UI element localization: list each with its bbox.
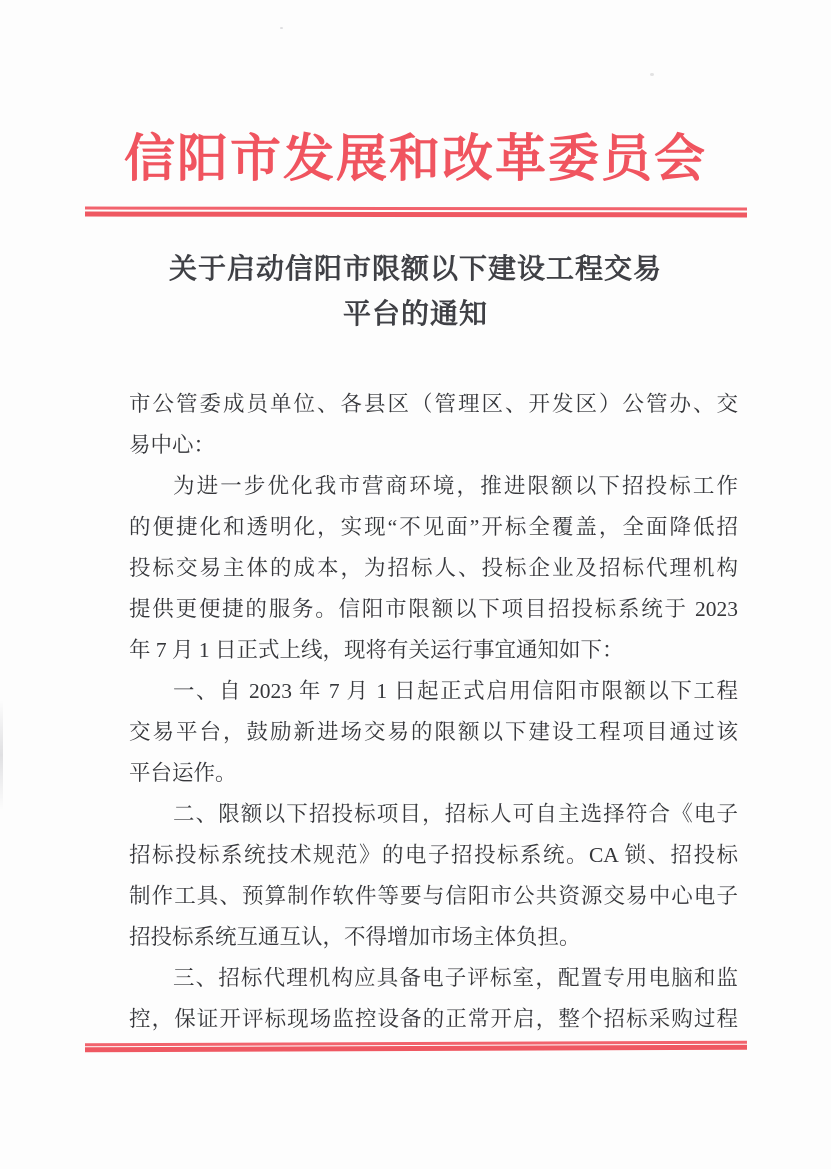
body-text-line: 交易平台，鼓励新进场交易的限额以下建设工程项目通过该 <box>129 720 738 744</box>
body-text-line: 平台运作。 <box>129 761 237 785</box>
document-title-line: 关于启动信阳市限额以下建设工程交易 <box>168 254 662 285</box>
footer-divider-rule <box>85 1041 747 1053</box>
body-text-line: 招标投标系统技术规范》的电子招投标系统。CA 锁、招投标 <box>129 843 738 867</box>
body-text-line: 一、自 2023 年 7 月 1 日起正式启用信阳市限额以下工程 <box>173 679 738 703</box>
body-text-line: 制作工具、预算制作软件等要与信阳市公共资源交易中心电子 <box>129 884 738 908</box>
body-text-line: 为进一步优化我市营商环境，推进限额以下招投标工作 <box>173 474 738 498</box>
body-text-line: 三、招标代理机构应具备电子评标室，配置专用电脑和监 <box>173 966 738 990</box>
divider-thick-line <box>85 1045 747 1053</box>
body-text-line: 二、限额以下招投标项目，招标人可自主选择符合《电子 <box>173 802 738 826</box>
letterhead-divider-rule <box>85 207 747 218</box>
body-text-line: 市公管委成员单位、各县区（管理区、开发区）公管办、交 <box>129 392 738 416</box>
document-title <box>0 247 831 337</box>
body-text-line: 的便捷化和透明化，实现“不见面”开标全覆盖，全面降低招 <box>129 515 738 539</box>
document-title-line: 平台的通知 <box>342 299 488 330</box>
scan-edge-streak <box>0 700 3 810</box>
body-text-line: 易中心： <box>129 433 216 457</box>
body-text-line: 招投标系统互通互认，不得增加市场主体负担。 <box>129 925 581 949</box>
divider-thin-line <box>85 207 747 211</box>
body-text-line: 投标交易主体的成本，为招标人、投标企业及招标代理机构 <box>129 556 738 580</box>
divider-thick-line <box>85 212 747 218</box>
scan-speck <box>650 73 654 76</box>
body-text-line: 控，保证开评标现场监控设备的正常开启，整个招标采购过程 <box>129 1007 738 1031</box>
scan-speck <box>280 27 283 29</box>
body-text-line: 年 7 月 1 日正式上线，现将有关运行事宜通知如下： <box>129 638 624 662</box>
document-body <box>129 384 738 1040</box>
letterhead-agency-title: 信阳市发展和改革委员会 <box>123 132 707 188</box>
body-text-line: 提供更便捷的服务。信阳市限额以下项目招投标系统于 2023 <box>129 597 738 621</box>
